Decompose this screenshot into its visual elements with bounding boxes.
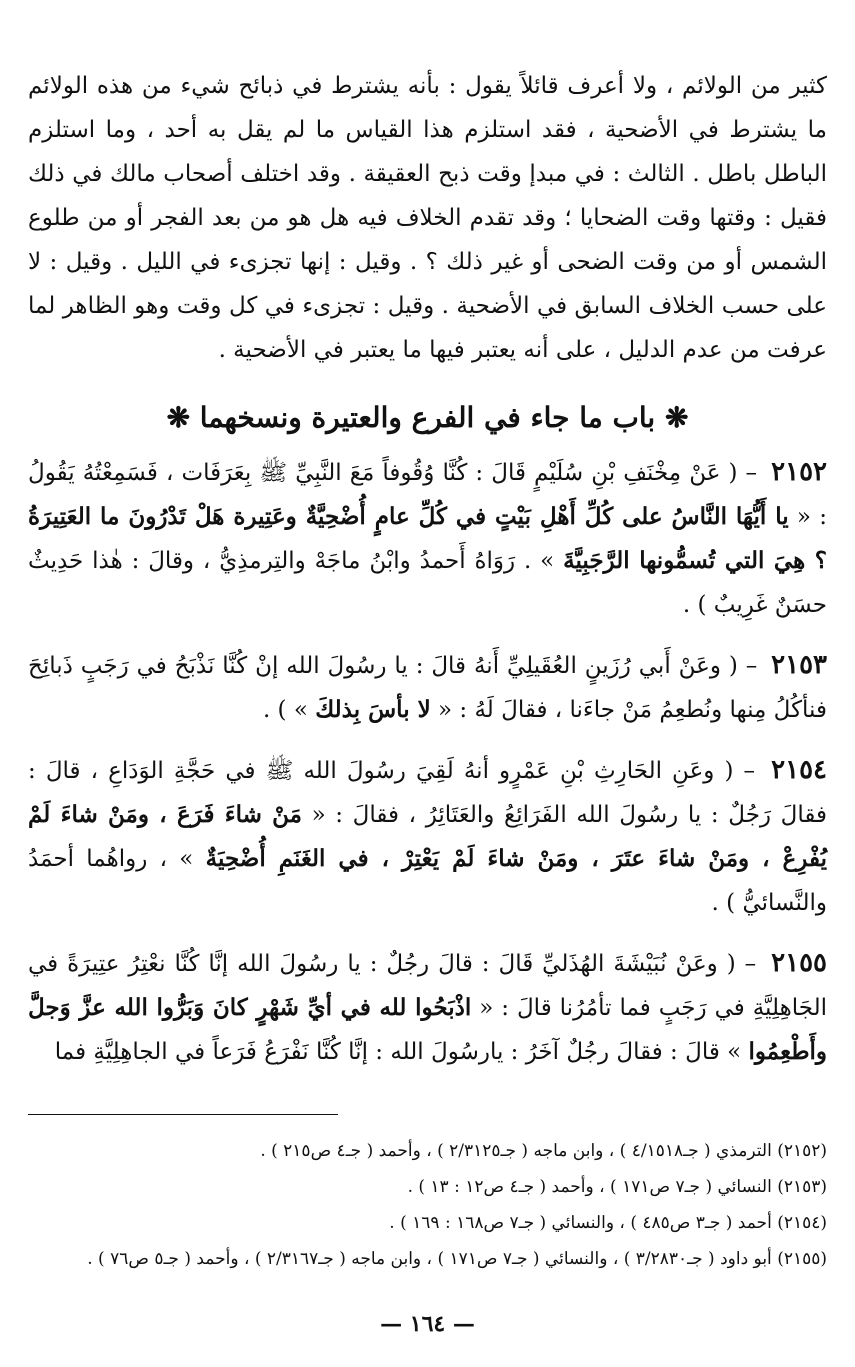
- footnote-divider: [28, 1114, 338, 1115]
- intro-section: [28, 64, 827, 372]
- footnote-2153: (٢١٥٣) النسائي ( جـ٧ ص١٧١ ) ، وأحمد ( جـ٤ ص١٢ : ١٣ ) .: [407, 1177, 827, 1197]
- hadith-number: ٢١٥٣: [771, 650, 827, 680]
- hadith-text-after: » ، رواهُما أحمَدُ والنَّسائيُّ ) .: [28, 846, 827, 916]
- hadith-text-after: » ) .: [262, 697, 316, 723]
- footnote-2154: (٢١٥٤) أحمد ( جـ٣ ص٤٨٥ ) ، والنسائي ( جـ٧ ص١٦٨ : ١٦٩ ) .: [389, 1213, 827, 1233]
- page-number: — ١٦٤ —: [380, 1311, 475, 1337]
- hadith-quote-bold: اذْبَحُوا لله في أيِّ شَهْرٍ كانَ وَبَرُّوا الله عزَّ وَجلَّ وأَطْعِمُوا: [28, 994, 827, 1065]
- hadith-2154: [28, 748, 827, 925]
- hadith-number: ٢١٥٤: [771, 755, 827, 785]
- hadith-text-after: » قالَ : فقالَ رجُلٌ آخَرُ : يارسُولَ الله : إنَّا كُنَّا نَفْرَعُ فَرَعاً في الجاهِلِيَّةِ فما: [54, 1039, 749, 1065]
- book-page: [28, 64, 827, 1367]
- hadith-2153: [28, 643, 827, 732]
- hadith-2152: [28, 450, 827, 627]
- hadith-text-after: » . رَوَاهُ أَحمدُ وابْنُ ماجَهْ والتِرمذِيُّ ، وقالَ : هٰذا حَدِيثٌ حسَنٌ غَرِيبٌ ) .: [28, 548, 827, 618]
- hadith-text-before: – ( عَنْ مِخْنَفِ بْنِ سُلَيْمٍ قَالَ : كُنَّا وُقُوفاً مَعَ النَّبِيِّ ﷺ بِعَرَفَات ، فَسَمِعْتُهُ يَقُولُ : «: [28, 460, 827, 530]
- footnote-2155: (٢١٥٥) أبو داود ( جـ٣/٢٨٣٠ ) ، والنسائي ( جـ٧ ص١٧١ ) ، وابن ماجه ( جـ٢/٣١٦٧ ) ، وأحمد ( جـ٥ ص٧٦ ) .: [87, 1249, 827, 1269]
- footnotes: [28, 1133, 827, 1277]
- hadith-2155: [28, 941, 827, 1074]
- chapter-heading: ❋ باب ما جاء في الفرع والعتيرة ونسخهما ❋: [166, 401, 689, 434]
- hadith-quote-bold: مَنْ شاءَ فَرَعَ ، ومَنْ شاءَ لَمْ يُفْرِعْ ، ومَنْ شاءَ عتَرَ ، ومَنْ شاءَ لَمْ يَعْتِرْ ، في الغَنَمِ أُضْحِيَةٌ: [28, 801, 827, 872]
- hadith-text-before: – ( وعَنِ الحَارِثِ بْنِ عَمْرٍو أنهُ لَقِيَ رسُولَ الله ﷺ في حَجَّةِ الوَدَاعِ ، قالَ : فقالَ رَجُلٌ : يا رسُولَ الله الفَرَائِعُ والعَتَائِرُ ، فقالَ : «: [28, 758, 827, 828]
- hadith-quote-bold: يا أَيُّهَا النَّاسُ على كُلِّ أَهْلِ بَيْتٍ في كُلِّ عامٍ أُضْحِيَّةٌ وعَتِيرة هَلْ تَدْرُونَ ما العَتِيرَةُ ؟ هِيَ التي تُسمُّونها الرَّجَبِيَّةَ: [28, 503, 828, 574]
- hadith-quote-bold: لا بأسَ بِذلكَ: [315, 696, 431, 723]
- hadith-number: ٢١٥٢: [771, 457, 827, 487]
- hadith-text-before: – ( وعَنْ نُبَيْشَةَ الهُذَليِّ قَالَ : قالَ رجُلٌ : يا رسُولَ الله إنَّا كُنَّا نعْتِرُ عتِيرَةً في الجَاهِلِيَّةِ في رَجَبٍ فما تأمُرُنا قالَ : «: [28, 951, 827, 1021]
- intro-paragraph: كثير من الولائم ، ولا أعرف قائلاً يقول : بأنه يشترط في ذبائح شيء من هذه الولائم ما يشترط في الأضحية ، فقد استلزم هذا القياس ما لم يقل به أحد ، وما استلزم الباطل باطل . الثالث : في مبدإ وقت ذبح العقيقة . وقد اختلف أصحاب مالك في ذلك فقيل : وقتها وقت الضحايا ؛ وقد تقدم الخلاف فيه هل هو من بعد الفجر أو من طلوع الشمس أو من وقت الضحى أو غير ذلك ؟ . وقيل : إنها تجزىء في الليل . وقيل : لا على حسب الخلاف السابق في الأضحية . وقيل : تجزىء في كل وقت وهو الظاهر لما عرفت من عدم الدليل ، على أنه يعتبر فيها ما يعتبر في الأضحية .: [28, 73, 827, 363]
- footnote-2152: (٢١٥٢) الترمذي ( جـ٤/١٥١٨ ) ، وابن ماجه ( جـ٢/٣١٢٥ ) ، وأحمد ( جـ٤ ص٢١٥ ) .: [260, 1141, 827, 1161]
- hadith-text-before: – ( وعَنْ أَبي رُزَينٍ العُقَيلِيِّ أَنهُ قالَ : يا رسُولَ الله إنْ كُنَّا نَذْبَحُ في رَجَبٍ ذَبائِحَ فنأكُلُ مِنها ونُطعِمُ مَنْ جاءَنا ، فقالَ لَهُ : «: [28, 653, 827, 723]
- hadith-number: ٢١٥٥: [771, 948, 828, 978]
